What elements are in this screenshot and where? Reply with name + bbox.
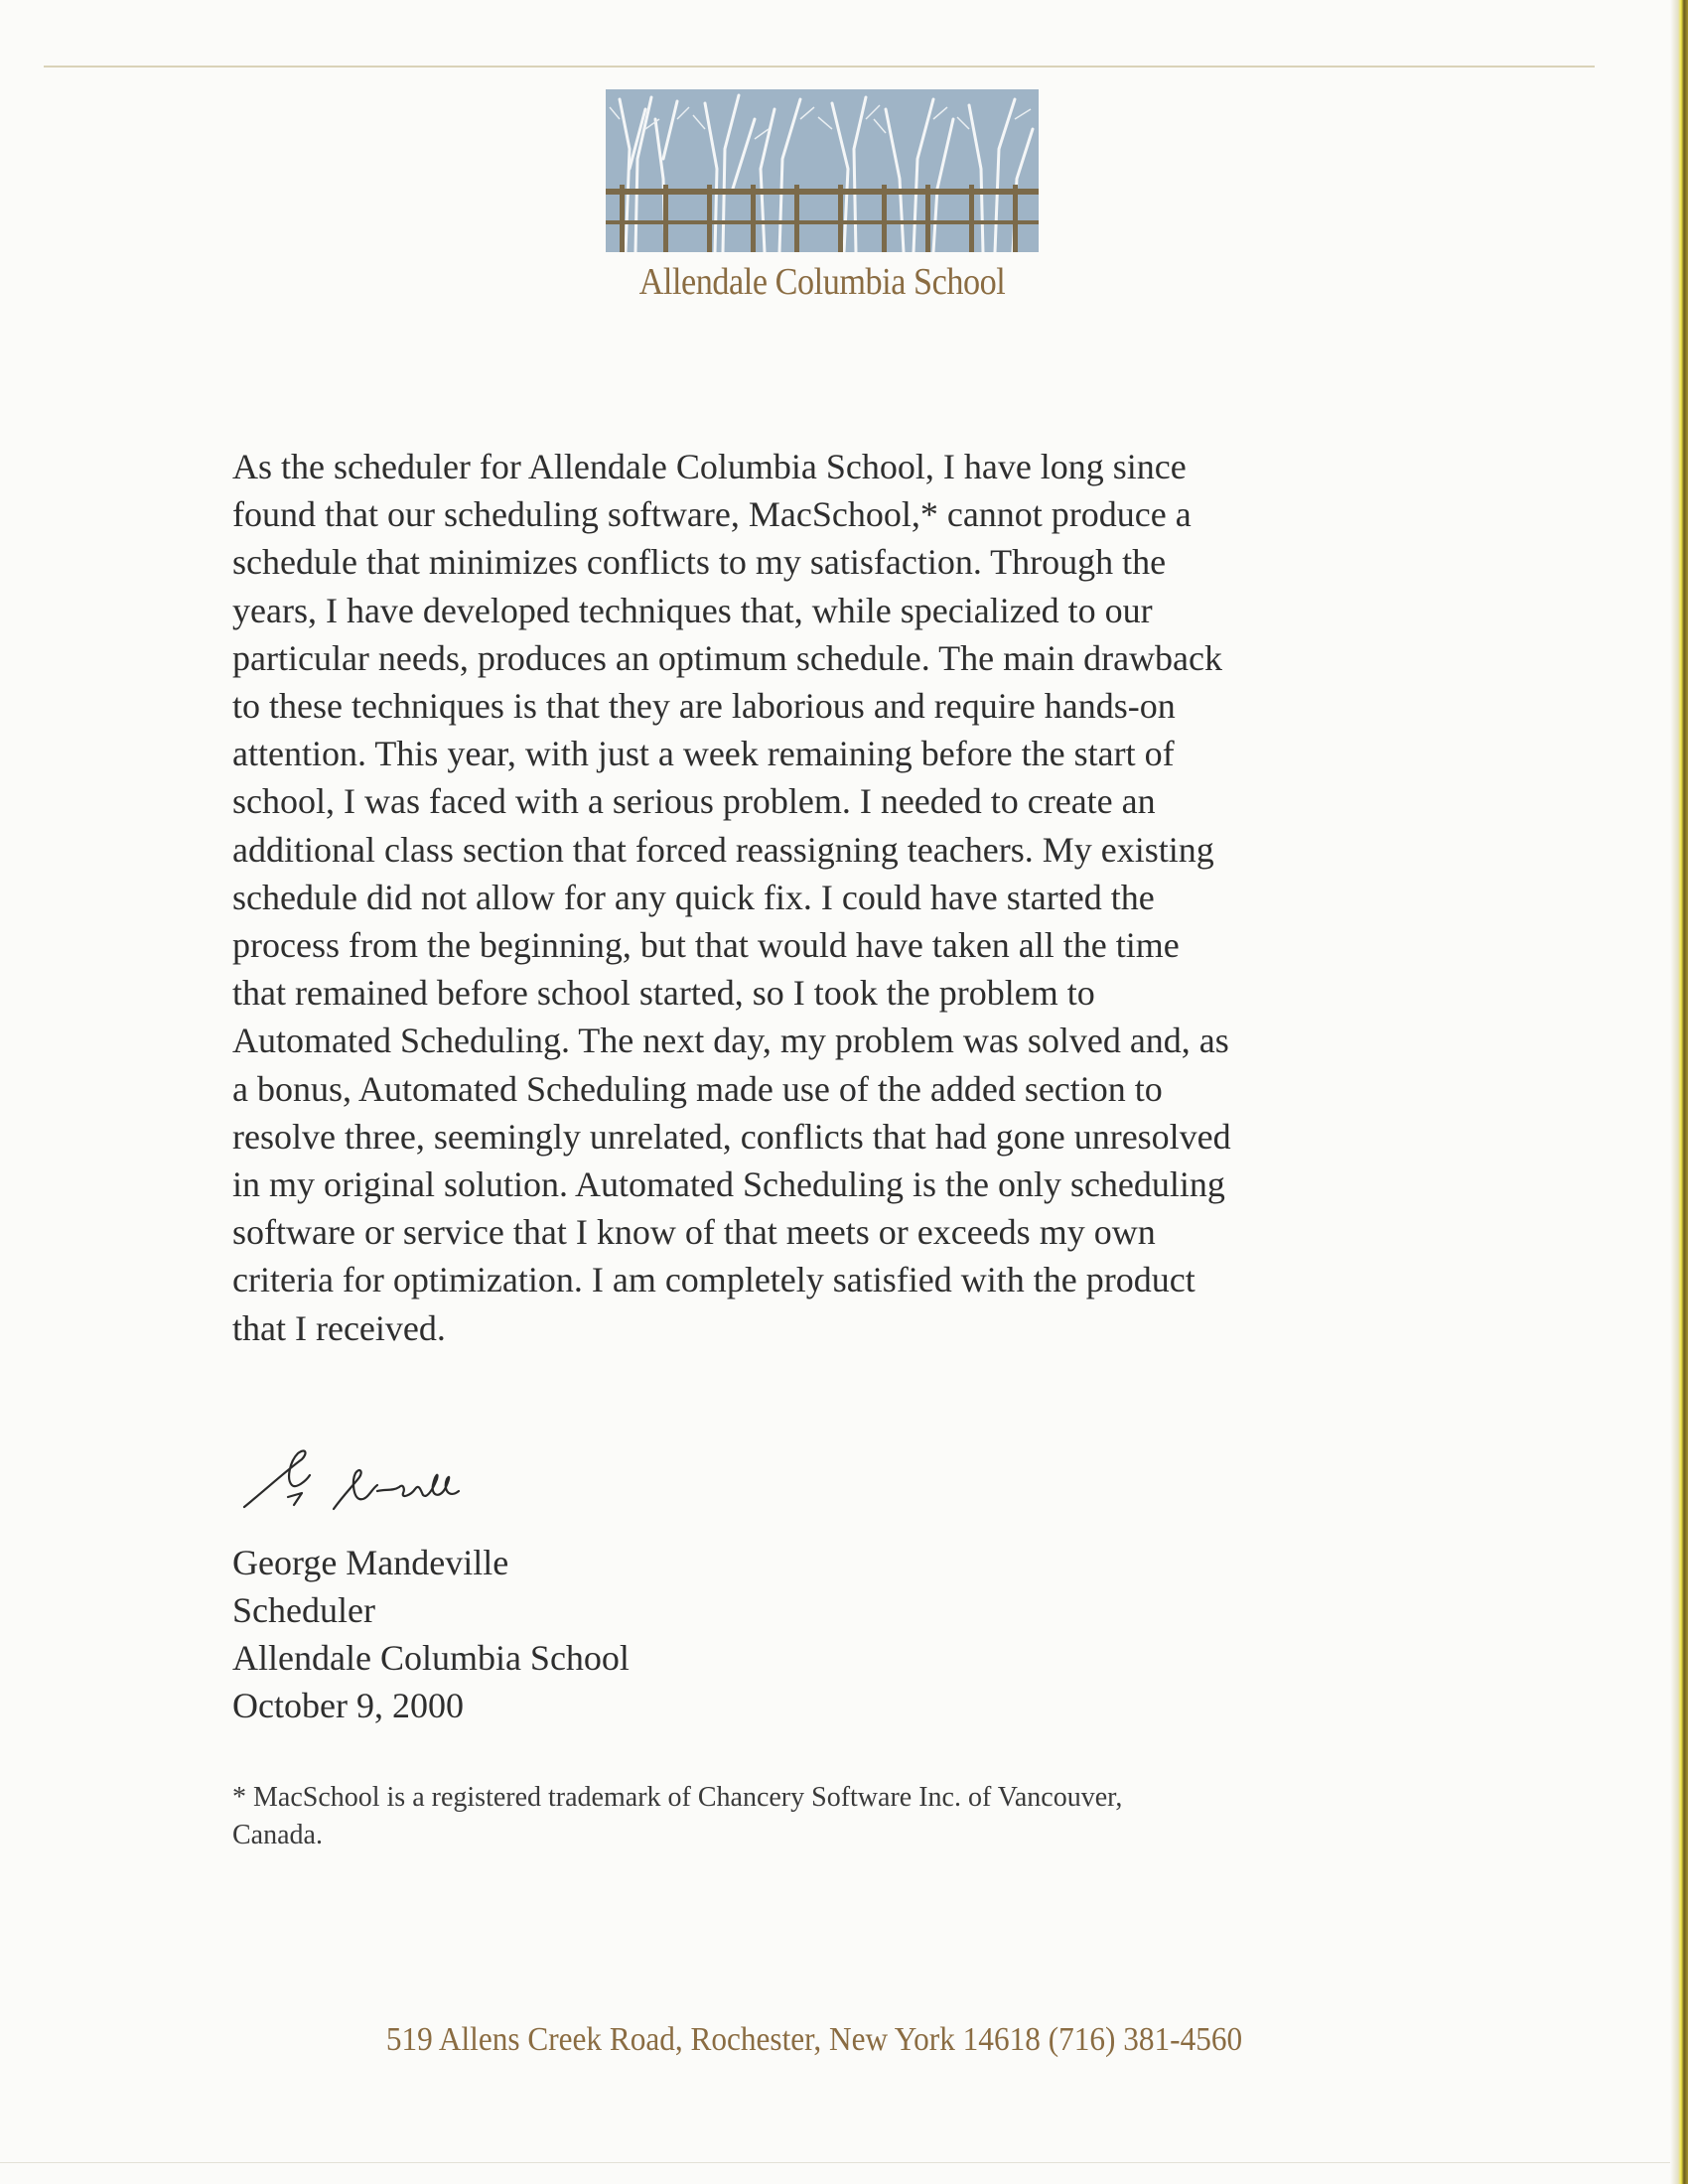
body-line: that I received. <box>232 1307 446 1348</box>
footer-address: 519 Allens Creek Road, Rochester, New York 14618 (716) 381-4560 <box>385 2021 1243 2058</box>
footnote-line: * MacSchool is a registered trademark of Chancery Software Inc. of Vancouver, <box>232 1782 1123 1813</box>
signature-block <box>232 1539 630 1729</box>
signer-title: Scheduler <box>232 1590 375 1630</box>
body-line: software or service that I know of that meets or exceeds my own <box>232 1212 1156 1253</box>
top-rule <box>44 66 1595 68</box>
letter-date: October 9, 2000 <box>232 1686 464 1725</box>
body-line: attention. This year, with just a week remaining before the start of <box>232 734 1175 774</box>
footnote <box>232 1779 1424 1854</box>
school-logo <box>606 89 1039 252</box>
body-line: schedule did not allow for any quick fix. I could have started the <box>232 877 1155 917</box>
body-line: schedule that minimizes conflicts to my satisfaction. Through the <box>232 542 1167 583</box>
bottom-rule <box>0 2162 1670 2163</box>
body-line: a bonus, Automated Scheduling made use of the added section to <box>232 1068 1163 1109</box>
body-line: to these techniques is that they are laborious and require hands-on <box>232 686 1176 727</box>
body-line: Automated Scheduling. The next day, my problem was solved and, as <box>232 1021 1229 1061</box>
letterhead-school-name: Allendale Columbia School <box>638 261 1006 303</box>
body-line: school, I was faced with a serious problem. I needed to create an <box>232 781 1156 822</box>
body-line: As the scheduler for Allendale Columbia School, I have long since <box>232 447 1187 486</box>
signer-organization: Allendale Columbia School <box>232 1638 630 1678</box>
signer-name: George Mandeville <box>232 1543 509 1582</box>
letter-body <box>232 443 1446 1352</box>
footnote-line: Canada. <box>232 1820 323 1850</box>
body-line: particular needs, produces an optimum schedule. The main drawback <box>232 637 1222 678</box>
body-line: resolve three, seemingly unrelated, conflicts that had gone unresolved <box>232 1116 1231 1157</box>
body-line: process from the beginning, but that would have taken all the time <box>232 925 1180 966</box>
page-edge <box>1670 0 1688 2184</box>
body-line: found that our scheduling software, MacSchool,* cannot produce a <box>232 494 1192 535</box>
body-line: that remained before school started, so I took the problem to <box>232 973 1095 1014</box>
handwritten-signature <box>236 1420 554 1529</box>
body-line: criteria for optimization. I am completely satisfied with the product <box>232 1260 1196 1300</box>
body-line: additional class section that forced reassigning teachers. My existing <box>232 829 1214 870</box>
body-line: years, I have developed techniques that, while specialized to our <box>232 590 1153 630</box>
body-line: in my original solution. Automated Scheduling is the only scheduling <box>232 1164 1225 1205</box>
